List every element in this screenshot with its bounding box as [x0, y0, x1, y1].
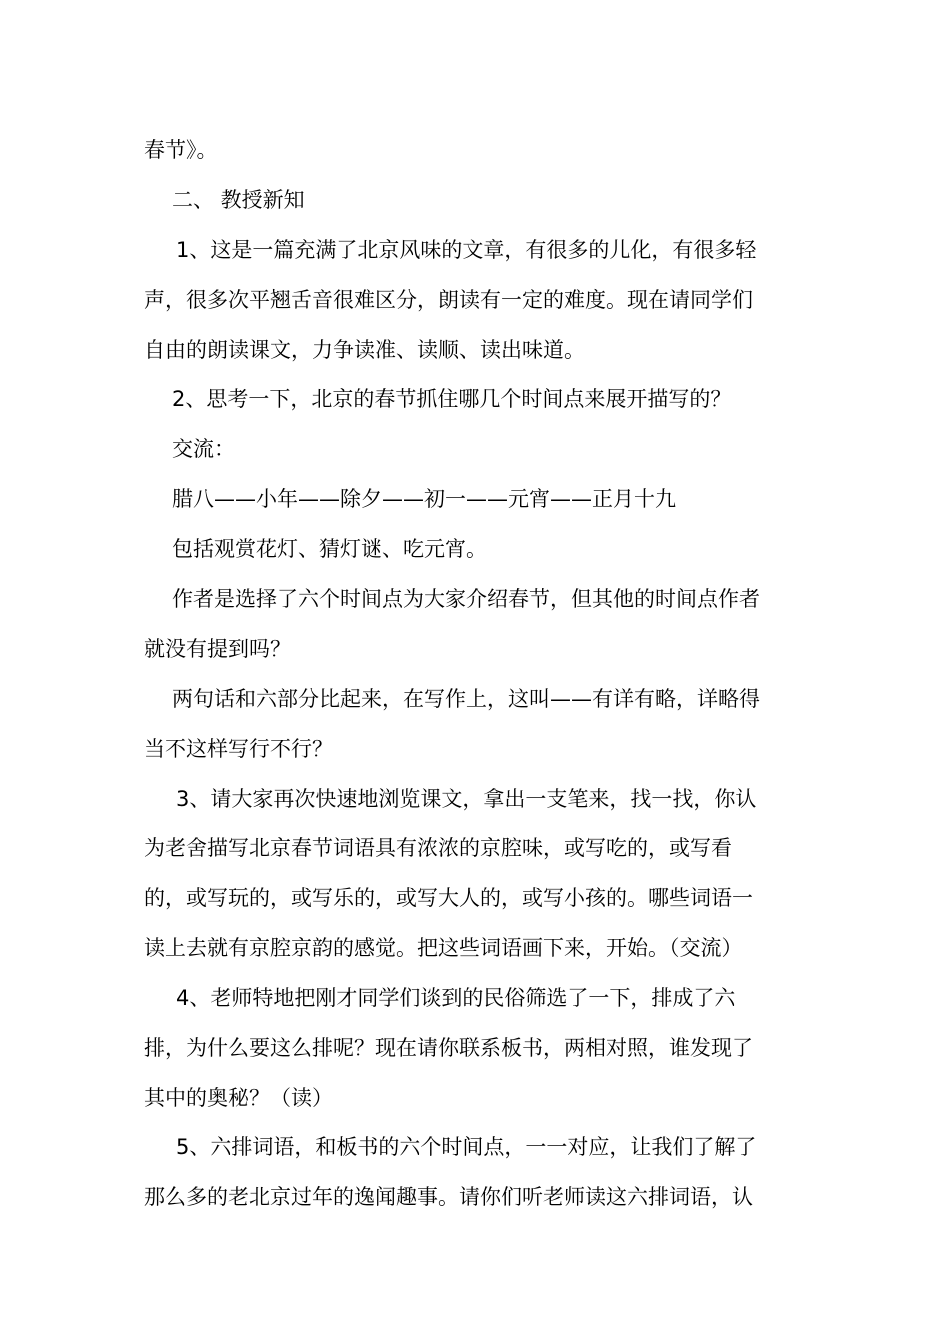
text-line: 包括观赏花灯、猜灯谜、吃元宵。 [172, 537, 487, 561]
text-line: 2、思考一下，北京的春节抓住哪几个时间点来展开描写的？ [172, 387, 732, 411]
text-line: 其中的奥秘？（读） [144, 1086, 333, 1110]
text-line: 自由的朗读课文，力争读准、读顺、读出味道。 [144, 338, 585, 362]
text-line: 3、请大家再次快速地浏览课文，拿出一支笔来，找一找，你认 [176, 787, 757, 811]
text-line: 当不这样写行不行？ [144, 737, 333, 761]
text-line: 的，或写玩的，或写乐的，或写大人的，或写小孩的。哪些词语一 [144, 886, 753, 910]
text-line: 5、六排词语，和板书的六个时间点，一一对应，让我们了解了 [176, 1135, 757, 1159]
text-line: 1、这是一篇充满了北京风味的文章，有很多的儿化，有很多轻 [176, 238, 757, 262]
text-line: 读上去就有京腔京韵的感觉。把这些词语画下来，开始。（交流） [144, 936, 743, 960]
text-line: 交流： [172, 437, 235, 461]
text-line: 那么多的老北京过年的逸闻趣事。请你们听老师读这六排词语，认 [144, 1185, 753, 1209]
section-heading: 二、 教授新知 [172, 188, 305, 212]
text-line: 为老舍描写北京春节词语具有浓浓的京腔味，或写吃的，或写看 [144, 836, 732, 860]
text-line: 腊八——小年——除夕——初一——元宵——正月十九 [172, 487, 676, 511]
text-line: 就没有提到吗？ [144, 637, 291, 661]
text-line: 排，为什么要这么排呢？现在请你联系板书，两相对照，谁发现了 [144, 1036, 753, 1060]
text-line: 声，很多次平翘舌音很难区分，朗读有一定的难度。现在请同学们 [144, 288, 753, 312]
text-line: 两句话和六部分比起来，在写作上，这叫——有详有略，详略得 [172, 687, 760, 711]
text-line: 春节》。 [144, 138, 218, 162]
text-line: 作者是选择了六个时间点为大家介绍春节，但其他的时间点作者 [172, 587, 760, 611]
text-line: 4、老师特地把刚才同学们谈到的民俗筛选了一下，排成了六 [176, 986, 736, 1010]
